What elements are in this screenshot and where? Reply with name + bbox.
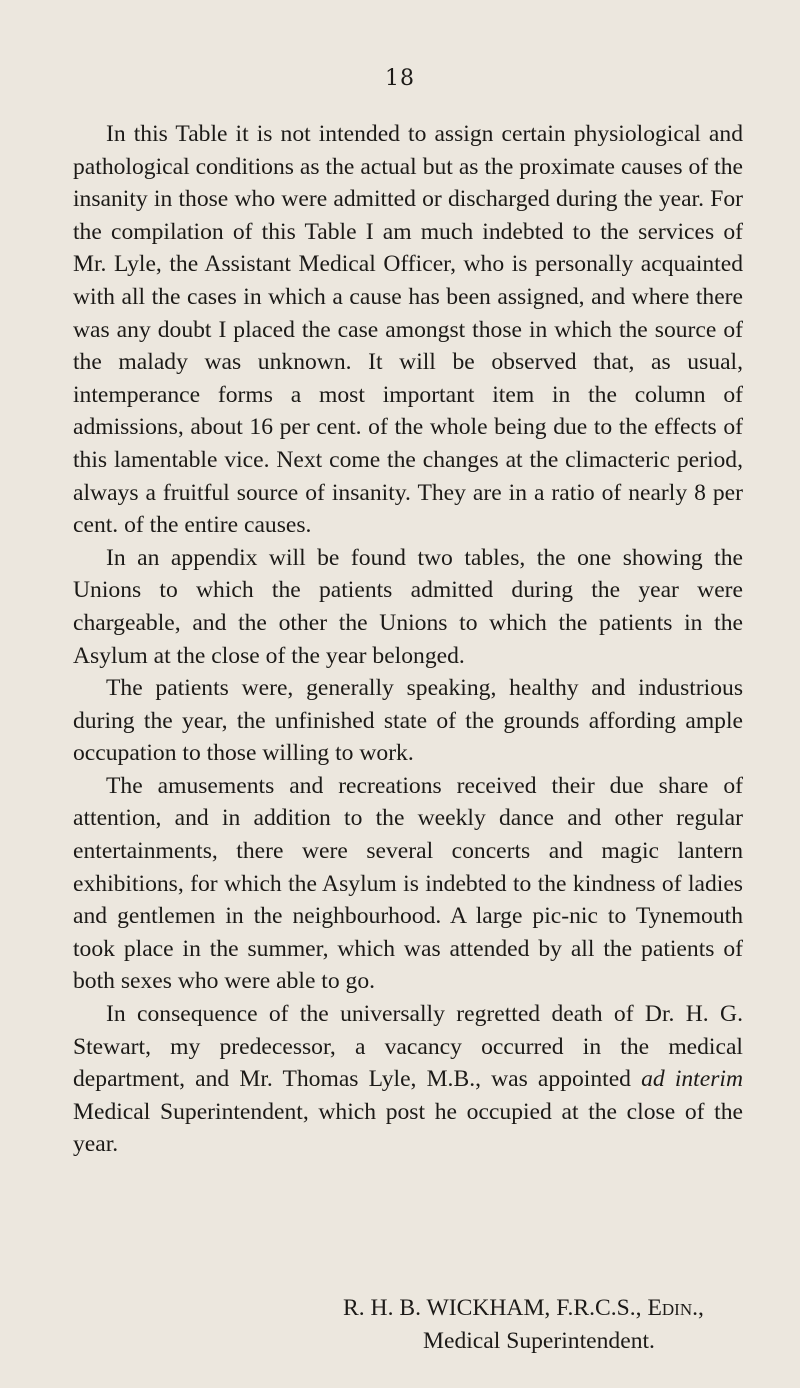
vacancy-text-after: Medical Superintendent, which post he occupied at the close of the year. — [73, 1098, 743, 1158]
signature-name: R. H. B. WICKHAM, F.R.C.S., — [343, 1295, 642, 1321]
paragraph-vacancy — [73, 998, 743, 1161]
signature-title: Medical Superintendent. — [423, 1328, 655, 1354]
page-number: 18 — [385, 66, 415, 91]
signature-place: Edin., — [647, 1295, 704, 1321]
signature-name-line — [343, 1292, 704, 1325]
paragraph-causes-table: In this Table it is not intended to assign certain physiological and pathological conditions as the actual but as the proximate causes of the insanity in those who were admitted or discharged during the year. For the compilation of this Table I am much indebted to the services of Mr. Lyle, the Assistant Medical Officer, who is personally acquainted with all the cases in which a cause has been assigned, and where there was any doubt I placed the case amongst those in which the source of the malady was unknown. It will be observed that, as usual, intemperance forms a most important item in the column of admissions, about 16 per cent. of the whole being due to the effects of this lamentable vice. Next come the changes at the climacteric period, always a fruitful source of insanity. They are in a ratio of nearly 8 per cent. of the entire causes. — [73, 121, 743, 539]
paragraph-appendix-unions: In an appendix will be found two tables, the one showing the Unions to which the patients admitted during the year were chargeable, and the other the Unions to which the patients in the Asylum at the close of the year belonged. — [73, 544, 743, 669]
vacancy-text-italic: ad interim — [641, 1066, 743, 1093]
paragraph-patients-health: The patients were, generally speaking, healthy and industrious during the year, the unfinished state of the grounds affording ample occupation to those willing to work. — [73, 675, 743, 767]
paragraph-amusements: The amusements and recreations received their due share of attention, and in addition to the weekly dance and other regular entertainments, there were several concerts and magic lantern exhibitions, for which the Asylum is indebted to the kindness of ladies and gentlemen in the neighbourhood. A large pic-nic to Tynemouth took place in the summer, which was attended by all the patients of both sexes who were able to go. — [73, 772, 743, 995]
body-text — [73, 118, 743, 1161]
vacancy-text-before: In consequence of the universally regretted death of Dr. H. G. Stewart, my predecessor, a vacancy occurred in the medical department, and Mr. Thomas Lyle, M.B., was appointed — [73, 1001, 743, 1093]
